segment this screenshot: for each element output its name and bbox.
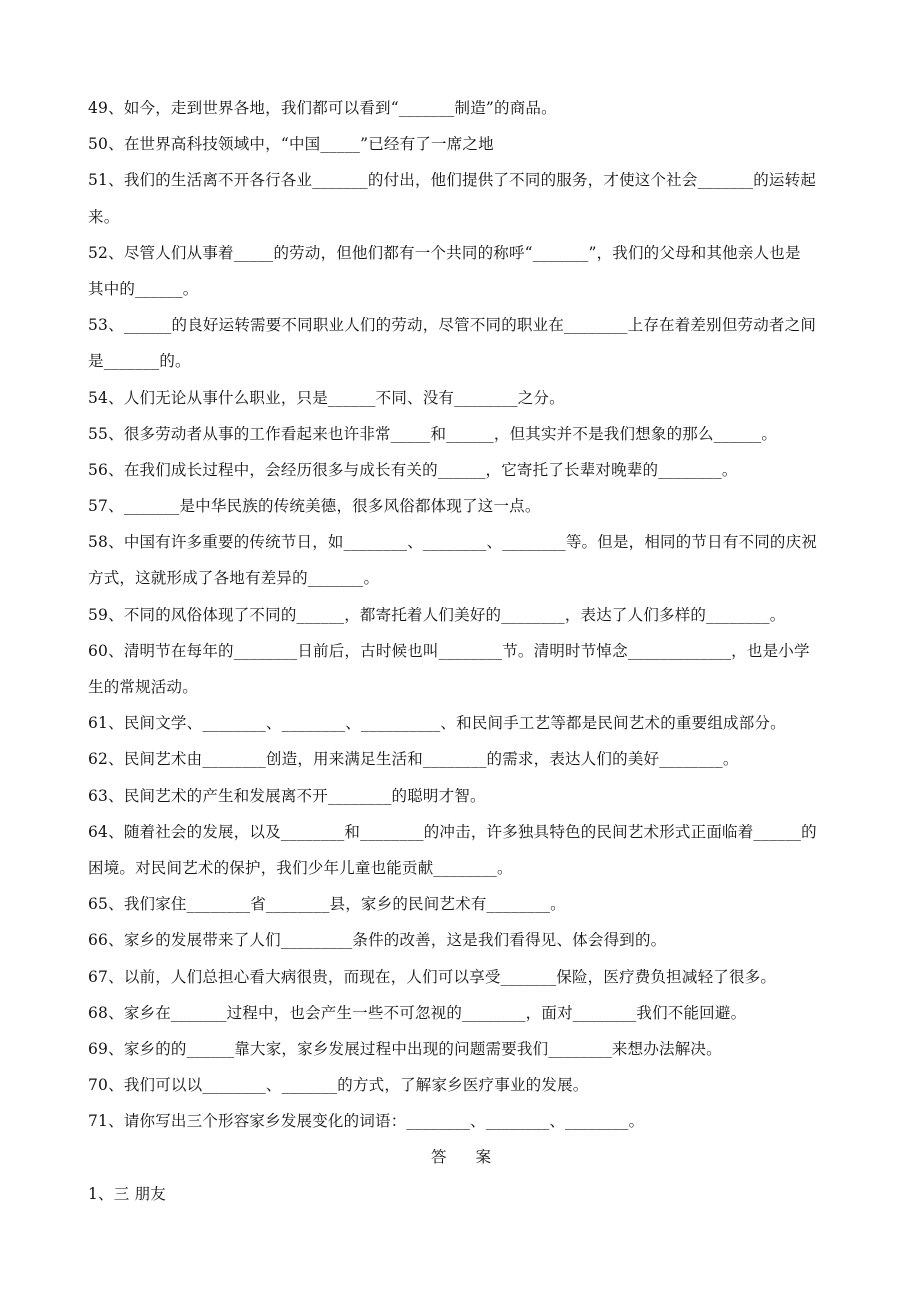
question-line: 61、民间文学、________、________、__________、和民间手工艺等都是民间艺术的重要组成部分。: [88, 714, 786, 733]
question-line: 52、尽管人们从事着_____的劳动，但他们都有一个共同的称呼“_______”，我们的父母和其他亲人也是: [88, 243, 801, 262]
question-line: 69、家乡的的______靠大家，家乡发展过程中出现的问题需要我们________来想办法解决。: [88, 1039, 722, 1058]
worksheet-content: [88, 90, 834, 1212]
question-line: 55、很多劳动者从事的工作看起来也许非常_____和______，但其实并不是我们想象的那么______。: [88, 424, 778, 443]
question-line: 70、我们可以以________、_______的方式，了解家乡医疗事业的发展。: [88, 1076, 589, 1095]
question-line: 58、中国有许多重要的传统节日，如________、________、________等。但是，相同的节日有不同的庆祝: [88, 533, 818, 552]
question-line: 66、家乡的发展带来了人们_________条件的改善，这是我们看得见、体会得到的。: [88, 931, 667, 950]
question-line: 64、随着社会的发展，以及________和________的冲击，许多独具特色的民间艺术形式正面临着______的: [88, 822, 817, 841]
question-line-continued: 其中的______。: [88, 279, 199, 298]
question-line: 59、不同的风俗体现了不同的______，都寄托着人们美好的________，表达了人们多样的________。: [88, 605, 786, 624]
question-line: 57、_______是中华民族的传统美德，很多风俗都体现了这一点。: [88, 497, 541, 516]
question-line: 65、我们家住________省________县，家乡的民间艺术有________。: [88, 895, 566, 914]
question-line-continued: 方式，这就形成了各地有差异的_______。: [88, 569, 380, 588]
question-line: 54、人们无论从事什么职业，只是______不同、没有________之分。: [88, 388, 565, 407]
question-line: 71、请你写出三个形容家乡发展变化的词语：________、________、________。: [88, 1112, 645, 1131]
question-line: 56、在我们成长过程中，会经历很多与成长有关的______，它寄托了长辈对晚辈的________。: [88, 460, 738, 479]
question-line-continued: 困境。对民间艺术的保护，我们少年儿童也能贡献________。: [88, 858, 513, 877]
question-line-continued: 是_______的。: [88, 352, 191, 371]
question-line: 50、在世界高科技领域中，“中国_____”已经有了一席之地: [88, 135, 494, 154]
answer-heading-char: 答: [431, 1148, 447, 1167]
question-line: 62、民间艺术由________创造，用来满足生活和________的需求，表达人们的美好________。: [88, 750, 739, 769]
answer-line: 1、三 朋友: [88, 1184, 166, 1203]
question-line: 67、以前，人们总担心看大病很贵，而现在，人们可以享受_______保险，医疗费负担减轻了很多。: [88, 967, 777, 986]
question-line-continued: 来。: [88, 207, 120, 226]
question-line: 49、如今，走到世界各地，我们都可以看到“_______制造”的商品。: [88, 99, 557, 117]
question-line: 60、清明节在每年的________日前后，古时候也叫________节。清明时节悼念_____________，也是小学: [88, 641, 810, 660]
question-line: 63、民间艺术的产生和发展离不开________的聪明才智。: [88, 786, 486, 805]
question-line-continued: 生的常规活动。: [88, 678, 198, 696]
answer-heading-char: 案: [475, 1148, 491, 1167]
question-line: 68、家乡在_______过程中，也会产生一些不可忽视的________，面对________我们不能回避。: [88, 1003, 747, 1022]
answer-heading: [88, 1139, 834, 1175]
question-line: 51、我们的生活离不开各行各业_______的付出，他们提供了不同的服务，才使这个社会_______的运转起: [88, 171, 817, 190]
question-line: 53、______的良好运转需要不同职业人们的劳动，尽管不同的职业在________上存在着差别但劳动者之间: [88, 316, 817, 335]
